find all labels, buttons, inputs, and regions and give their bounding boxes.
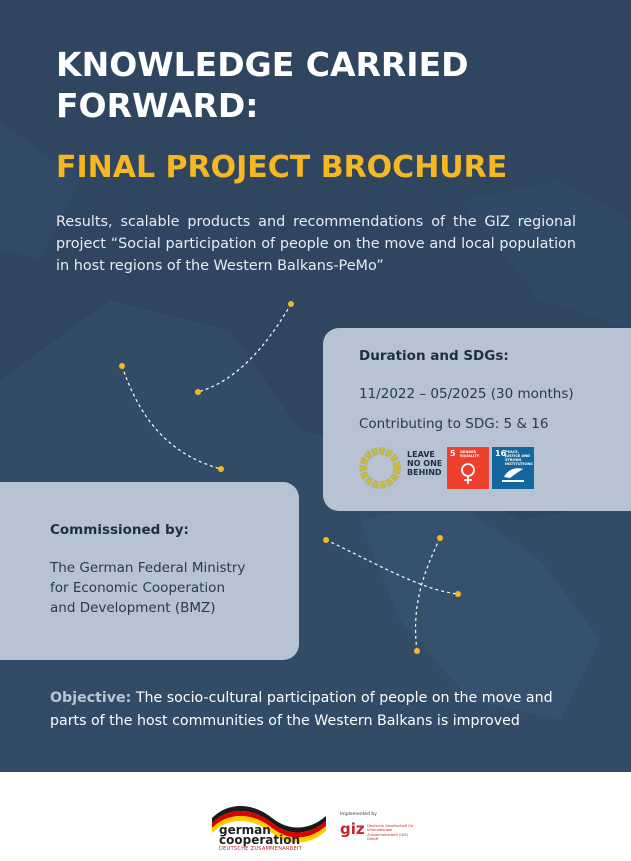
giz-logo: giz	[340, 820, 365, 838]
title-line-1: KNOWLEDGE CARRIED	[56, 45, 469, 84]
objective-text	[50, 687, 590, 733]
page-subtitle: FINAL PROJECT BROCHURE	[56, 150, 508, 185]
sdg-5-number: 5	[450, 449, 456, 458]
commissioned-card-title: Commissioned by:	[50, 522, 189, 538]
sdg-16-icon	[492, 447, 534, 489]
duration-text: 11/2022 – 05/2025 (30 months)	[359, 386, 574, 402]
gender-symbol-icon	[447, 447, 489, 489]
sdg-16-label: PEACE, JUSTICE AND STRONG INSTITUTIONS	[505, 450, 533, 466]
duration-card	[323, 328, 631, 511]
commissioner-line-1: The German Federal Ministry	[50, 560, 246, 576]
dove-icon	[492, 447, 534, 489]
title-line-2: FORWARD:	[56, 86, 259, 125]
lnob-label: LEAVE NO ONE BEHIND	[407, 450, 443, 477]
sdg-wheel-icon	[359, 447, 401, 489]
sdg-5-label: GENDER EQUALITY	[460, 450, 480, 458]
gc-name-line-2: cooperation	[219, 833, 300, 847]
german-cooperation-name	[219, 825, 300, 845]
intro-text: Results, scalable products and recommendations of the GIZ regional project “Social participation of people on the move and local population in host regions of the Western Balkans-PeMo”	[56, 214, 576, 274]
giz-full-name: Deutsche Gesellschaft für Internationale Zusammenarbeit (GIZ) GmbH	[367, 824, 414, 842]
sdg-16-number: 16	[495, 449, 507, 458]
german-cooperation-subtitle: DEUTSCHE ZUSAMMENARBEIT	[219, 846, 303, 852]
commissioner-line-3: and Development (BMZ)	[50, 600, 216, 616]
page-title	[56, 44, 616, 126]
sdg-text: Contributing to SDG: 5 & 16	[359, 416, 549, 432]
commissioner-line-2: for Economic Cooperation	[50, 580, 225, 596]
commissioned-card	[0, 482, 299, 660]
objective-body: The socio-cultural participation of people on the move and parts of the host communities of the Western Balkans is improved	[50, 690, 553, 729]
gc-name-line-1: german	[219, 823, 271, 837]
footer-logos	[0, 772, 631, 861]
objective-label: Objective:	[50, 690, 132, 706]
leave-no-one-behind-logo	[359, 447, 443, 489]
duration-card-title: Duration and SDGs:	[359, 348, 509, 364]
sdg-5-icon	[447, 447, 489, 489]
implemented-by-label: Implemented by	[340, 812, 377, 817]
